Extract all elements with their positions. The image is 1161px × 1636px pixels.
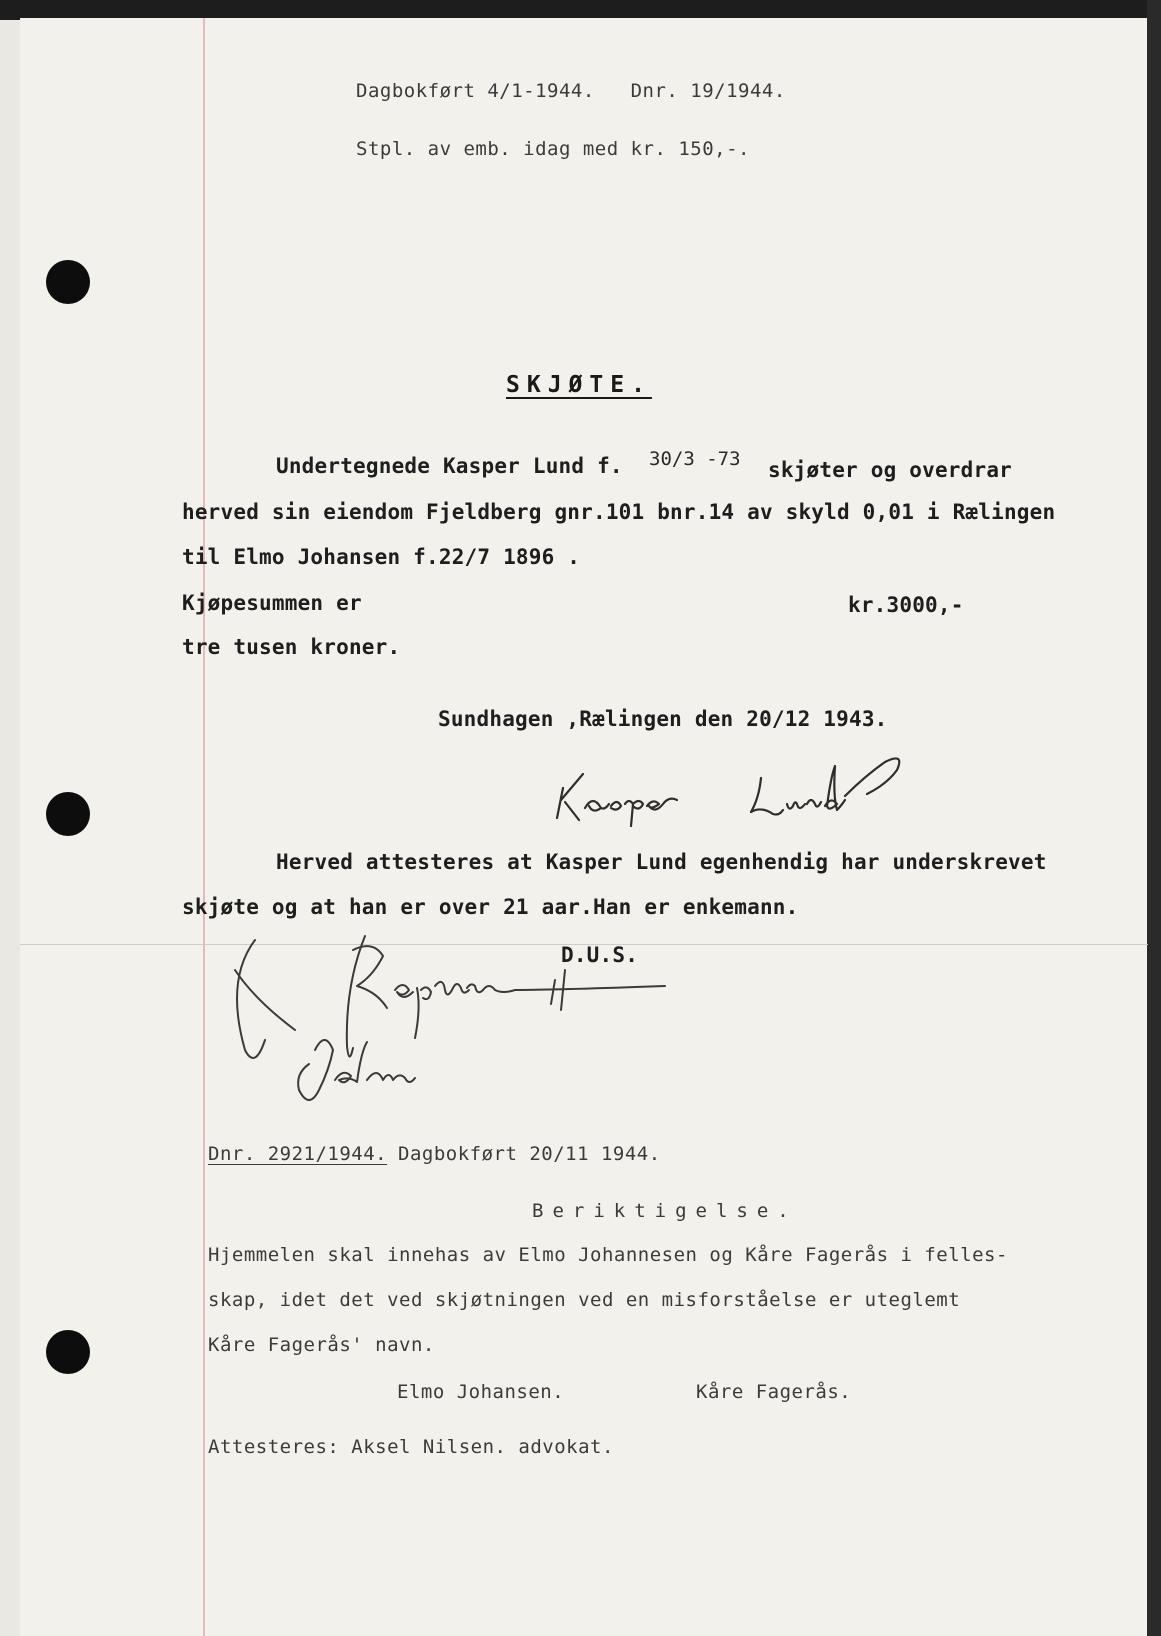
price-value: kr.3000,- — [848, 593, 964, 617]
margin-line — [203, 18, 205, 1636]
price-label: Kjøpesummen er — [182, 591, 362, 615]
correction-attestation: Attesteres: Aksel Nilsen. advokat. — [208, 1436, 614, 1458]
correction-registration-date: Dagbokført 20/11 1944. — [398, 1143, 661, 1165]
punch-hole-middle — [46, 792, 90, 836]
correction-signer-left: Elmo Johansen. — [397, 1381, 565, 1403]
place-and-date: Sundhagen ,Rælingen den 20/12 1943. — [438, 707, 888, 731]
punch-hole-bottom — [46, 1330, 90, 1374]
correction-heading: Beriktigelse. — [532, 1200, 798, 1222]
deed-line-3: til Elmo Johansen f.22/7 1896 . — [182, 545, 581, 569]
header-stamp-line: Stpl. av emb. idag med kr. 150,-. — [356, 138, 750, 160]
deed-seller-birthdate: 30/3 -73 — [649, 448, 741, 470]
correction-body-line-3: Kåre Fagerås' navn. — [208, 1334, 435, 1356]
correction-body-line-2: skap, idet det ved skjøtningen ved en misforståelse er uteglemt — [208, 1289, 961, 1311]
scan-border-top — [0, 0, 1161, 20]
deed-line-1-end: skjøter og overdrar — [768, 458, 1013, 482]
header-registration-line: Dagbokført 4/1-1944. Dnr. 19/1944. — [356, 80, 786, 102]
signature-kasper-lund — [555, 748, 975, 828]
punch-hole-top — [46, 260, 90, 304]
correction-reference-number: Dnr. 2921/1944. — [208, 1143, 388, 1165]
attestation-line-2: skjøte og at han er over 21 aar.Han er enkemann. — [182, 895, 799, 919]
correction-signer-right: Kåre Fagerås. — [696, 1381, 852, 1403]
deed-title: SKJØTE. — [506, 372, 652, 398]
witness-signatures — [235, 930, 705, 1130]
scan-border-right — [1147, 0, 1161, 1636]
dus-initials: D.U.S. — [561, 943, 639, 967]
price-in-words: tre tusen kroner. — [182, 635, 401, 659]
correction-body-line-1: Hjemmelen skal innehas av Elmo Johannesen og Kåre Fagerås i felles- — [208, 1244, 1008, 1266]
attestation-line-1: Herved attesteres at Kasper Lund egenhendig har underskrevet — [276, 850, 1047, 874]
deed-line-1-start: Undertegnede Kasper Lund f. — [276, 454, 623, 478]
deed-line-2: herved sin eiendom Fjeldberg gnr.101 bnr.14 av skyld 0,01 i Rælingen — [182, 500, 1056, 524]
